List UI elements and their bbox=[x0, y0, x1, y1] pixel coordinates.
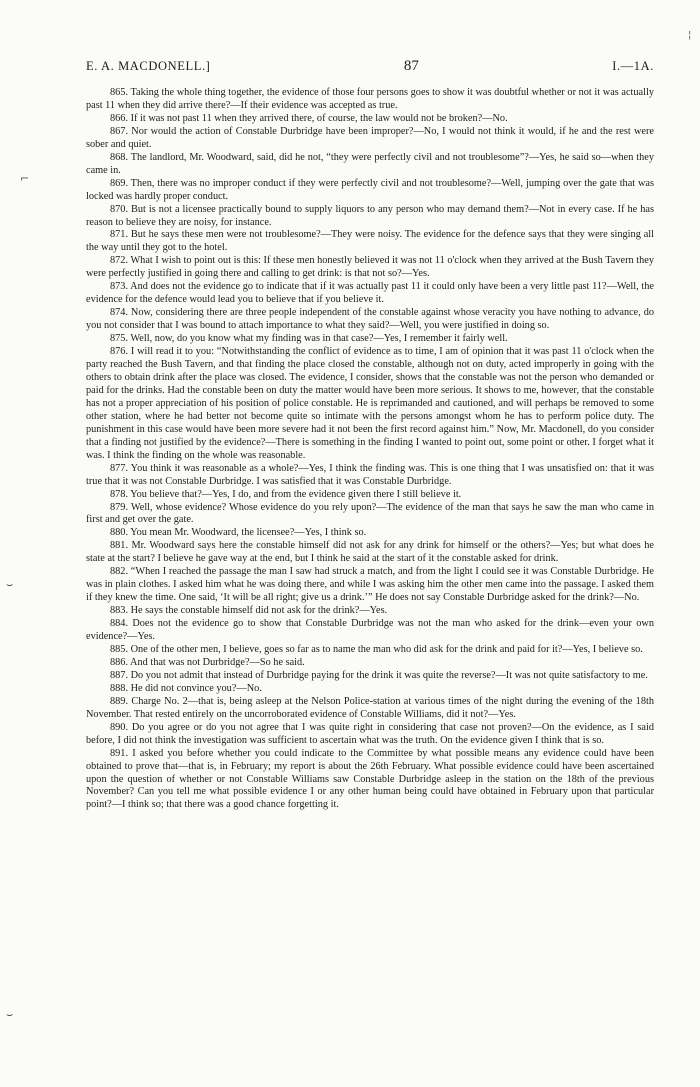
question-paragraph: 888. He did not convince you?—No. bbox=[110, 682, 262, 694]
margin-scan-mark: ⌣ bbox=[6, 1008, 14, 1021]
running-header bbox=[86, 58, 654, 75]
question-paragraph: 886. And that was not Durbridge?—So he said. bbox=[110, 656, 305, 668]
question-paragraph: 869. Then, there was no improper conduct if they were perfectly civil and not troublesome?—Well, jumping over the gate that was locked was hardly proper conduct. bbox=[86, 177, 654, 202]
edge-scan-mark: ¦ bbox=[688, 30, 692, 41]
header-witness-name: E. A. MACDONELL.] bbox=[86, 59, 211, 73]
question-paragraph: 877. You think it was reasonable as a whole?—Yes, I think the finding was. This is one thing that I was unsatisfied on: that it was true that it was not Constable Durbridge. I was satisfied that it was Constable Durbridge. bbox=[86, 462, 654, 487]
question-paragraph: 883. He says the constable himself did not ask for the drink?—Yes. bbox=[110, 605, 388, 617]
question-paragraph: 865. Taking the whole thing together, the evidence of those four persons goes to show it was doubtful whether or not it was actually past 11 when they did arrive there?—If their evidence was accepted as true. bbox=[86, 87, 654, 111]
question-paragraph: 871. But he says these men were not troublesome?—They were noisy. The evidence for the defence says that they were singing all the way until they got to the hotel. bbox=[86, 229, 654, 254]
question-paragraph: 878. You believe that?—Yes, I do, and from the evidence given there I still believe it. bbox=[110, 488, 462, 500]
document-page bbox=[86, 58, 654, 812]
question-paragraph: 880. You mean Mr. Woodward, the licensee?—Yes, I think so. bbox=[110, 527, 367, 539]
question-paragraph: 889. Charge No. 2—that is, being asleep at the Nelson Police-station at various times of the night during the evening of the 18th November. That rested entirely on the uncorroborated evidence of Constable Williams, did it not?—Yes. bbox=[86, 695, 654, 720]
question-paragraph: 873. And does not the evidence go to indicate that if it was actually past 11 it could only have been a very little past 11?—Well, the evidence for the defence would lead you to believe that if you believe it. bbox=[86, 281, 654, 306]
question-paragraph: 875. Well, now, do you know what my finding was in that case?—Yes, I remember it fairly well. bbox=[110, 333, 508, 345]
paper-reference: I.—1A. bbox=[612, 59, 654, 73]
question-paragraph: 879. Well, whose evidence? Whose evidence do you rely upon?—The evidence of the man that says he saw the man who came in first and get over the gate. bbox=[86, 501, 654, 526]
question-paragraph: 887. Do you not admit that instead of Durbridge paying for the drink it was quite the reverse?—It was not quite satisfactory to me. bbox=[110, 669, 648, 681]
question-paragraph: 891. I asked you before whether you could indicate to the Committee by what possible means any evidence could have been obtained to prove that—that is, in February; my report is about the 26th February. What possible evidence could have been ascertained upon the question of whether or not Constable Williams saw Constable Durbridge asleep in the station on the 18th of the previous November? Can you tell me what possible evidence I or any other human being could have obtained in February upon that particular point?—I think so; that there was a good chance forgetting it. bbox=[86, 747, 654, 811]
question-paragraph: 874. Now, considering there are three people independent of the constable against whose veracity you have nothing to advance, do you not consider that I was bound to attach importance to what they said?—Well, you were justified in doing so. bbox=[86, 307, 654, 332]
margin-scan-mark: ⌐ bbox=[20, 172, 30, 185]
question-paragraph: 890. Do you agree or do you not agree that I was quite right in considering that case not proven?—On the evidence, as I said before, I did not think the investigation was sufficient to ascertain what was the truth. On the evidence given I think that is so. bbox=[86, 721, 654, 746]
question-paragraph: 881. Mr. Woodward says here the constable himself did not ask for any drink for himself or the others?—Yes; but what does he state at the start? I believe he gave way at the end, but I think he said at the start of it the constable asked for drink. bbox=[86, 540, 654, 565]
question-paragraph: 882. “When I reached the passage the man I saw had struck a match, and from the light I could see it was Constable Durbridge. He was in plain clothes. I asked him what he was doing there, and while I was asking him the other men came into the passage. I asked them if they knew the time. One said, ‘It will be all right; give us a drink.’” He does not say Constable Durbridge asked for the drink?—No. bbox=[86, 566, 654, 604]
question-paragraph: 868. The landlord, Mr. Woodward, said, did he not, “they were perfectly civil and not troublesome”?—Yes, he said so—when they came in. bbox=[86, 151, 654, 176]
testimony-body bbox=[86, 87, 654, 812]
question-paragraph: 876. I will read it to you: “Notwithstanding the conflict of evidence as to time, I am of opinion that it was past 11 o'clock when the party reached the Bush Tavern, and that finding the place closed the constable, although not on duty, acted improperly in going with the others to obtain drink after the place was closed. The evidence, I consider, shows that the constable was not the person who demanded or paid for the drinks. Had the constable been on duty the matter would have been more serious. It shows to me, however, that the constable has not a proper appreciation of his position of police constable. He is reprimanded and cautioned, and will perhaps be removed to some other station, where he had better not become quite so intimate with the persons amongst whom he has to perform police duty. The punishment in this case would have been more severe had it not been the first record against him.” Now, Mr. Macdonell, do you consider that a finding not justified by the evidence?—There is something in the finding I wanted to point out, some point or other. I forget what it was. I think the finding on the whole was reasonable. bbox=[86, 346, 654, 461]
page-number: 87 bbox=[403, 58, 419, 74]
question-paragraph: 872. What I wish to point out is this: If these men honestly believed it was not 11 o'clock when they arrived at the Bush Tavern they were perfectly justified in going there and calling to get drink: is that not so?—Yes. bbox=[86, 255, 654, 280]
question-paragraph: 870. But is not a licensee practically bound to supply liquors to any person who may demand them?—Not in every case. If he has reason to believe they are noisy, for instance. bbox=[86, 203, 654, 228]
margin-scan-mark: ⌣ bbox=[6, 578, 14, 591]
question-paragraph: 884. Does not the evidence go to show that Constable Durbridge was not the man who asked for the drink—even your own evidence?—Yes. bbox=[86, 618, 654, 643]
question-paragraph: 867. Nor would the action of Constable Durbridge have been improper?—No, I would not think it would, if he and the rest were sober and quiet. bbox=[86, 125, 654, 150]
question-paragraph: 866. If it was not past 11 when they arrived there, of course, the law would not be broken?—No. bbox=[110, 112, 508, 124]
question-paragraph: 885. One of the other men, I believe, goes so far as to name the man who did ask for the drink and paid for it?—Yes, I believe so. bbox=[110, 643, 643, 655]
